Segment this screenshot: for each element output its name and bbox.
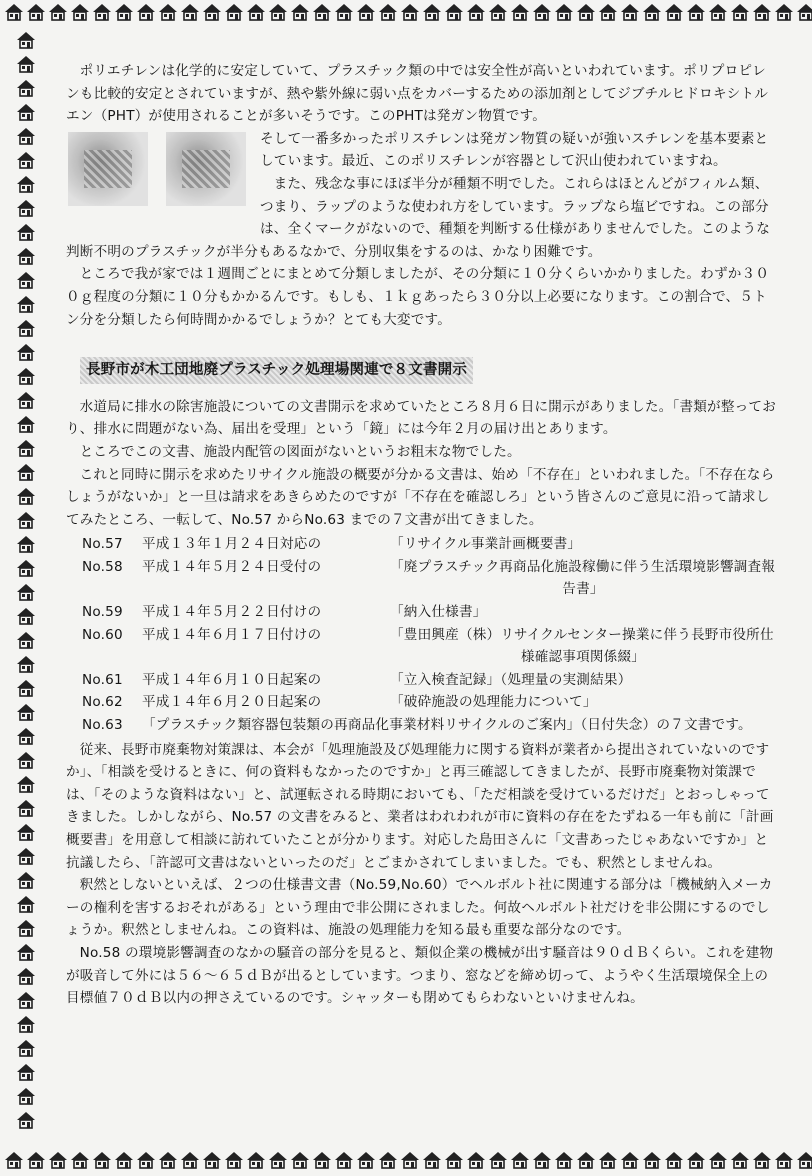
house-icon: [466, 1150, 486, 1170]
document-title-continued: 様確認事項関係綴」: [520, 649, 646, 666]
house-icon: [16, 942, 36, 962]
house-icon: [16, 294, 36, 314]
house-icon: [290, 1150, 310, 1170]
house-icon: [378, 2, 398, 22]
house-icon: [686, 2, 706, 22]
house-icon: [114, 1150, 134, 1170]
house-icon: [774, 2, 794, 22]
house-icon: [224, 1150, 244, 1170]
intro-paragraph-1-wrap: そして一番多かったポリスチレンは発ガン物質の疑いが強いスチレンを基本要素としています。最近、このポリスチレンが容器として沢山使われていますね。: [260, 130, 769, 170]
house-icon: [70, 2, 90, 22]
house-icon: [752, 1150, 772, 1170]
house-icon: [554, 2, 574, 22]
house-icon: [400, 1150, 420, 1170]
document-date: 平成１４年６月１７日付けの: [142, 626, 322, 643]
house-icon: [16, 414, 36, 434]
house-icon: [48, 2, 68, 22]
house-icon: [16, 246, 36, 266]
document-item: [66, 624, 776, 669]
house-icon: [488, 2, 508, 22]
house-icon: [16, 150, 36, 170]
house-icon: [48, 1150, 68, 1170]
house-icon: [16, 78, 36, 98]
house-icon: [16, 846, 36, 866]
intro-paragraph-3: ところで我が家では１週間ごとにまとめて分類しましたが、その分類に１０分くらいかかりました。わずか３００ｇ程度の分類に１０分もかかるんです。もしも、１ｋｇあったら３０分以上必要になります。この割合で、５トン分を分類したら何時間かかるでしょうか？とても大変です。: [66, 266, 770, 328]
document-item: [66, 601, 776, 624]
house-icon: [136, 2, 156, 22]
house-icon: [444, 2, 464, 22]
house-icon: [180, 1150, 200, 1170]
document-date: 平成１４年６月２０日起案の: [142, 694, 322, 711]
house-icon: [268, 2, 288, 22]
document-number: No.59: [82, 604, 123, 621]
house-icon: [708, 2, 728, 22]
house-icon: [422, 2, 442, 22]
house-icon: [642, 1150, 662, 1170]
house-icon: [422, 1150, 442, 1170]
document-title: 「破砕施設の処理能力について」: [390, 694, 597, 711]
house-icon: [16, 102, 36, 122]
house-icon: [16, 510, 36, 530]
house-icon: [158, 2, 178, 22]
house-icon: [16, 702, 36, 722]
house-icon: [158, 1150, 178, 1170]
house-icon: [16, 582, 36, 602]
house-icon: [16, 558, 36, 578]
house-icon: [92, 2, 112, 22]
house-icon: [16, 1086, 36, 1106]
intro-paragraph-2: また、残念な事にほぼ半分が種類不明でした。これらはほとんどがフィルム類、つまり、ラップのような使われ方をしています。ラップなら塩ビですね。この部分は、全くマークがないので、種類を判断する仕様がありませんでした。このような判断不明のプラスチックが半分もあるなかで、分別収集をするのは、かなり困難です。: [66, 175, 771, 260]
house-icon: [202, 2, 222, 22]
house-icon: [246, 1150, 266, 1170]
house-icon: [796, 2, 812, 22]
house-icon: [664, 2, 684, 22]
document-item: [66, 533, 776, 556]
section-heading: 長野市が木工団地廃プラスチック処理場関連で８文書開示: [80, 357, 473, 384]
closing-paragraph-3: No.58 の環境影響調査のなかの騒音の部分を見ると、類似企業の機械が出す騒音は９０ｄＢくらい。これを建物が吸音して外には５６〜６５ｄＢが出るとしています。つまり、窓などを締め切って、ようやく生活環境保全上の目標値７０ｄＢ以内の押さえているのです。シャッターも閉めてもらわないといけませんね。: [66, 944, 774, 1007]
decorative-border-top: [0, 2, 812, 24]
house-icon: [444, 1150, 464, 1170]
house-icon: [246, 2, 266, 22]
house-icon: [180, 2, 200, 22]
house-icon: [378, 1150, 398, 1170]
document-number: No.57: [82, 536, 123, 553]
house-icon: [16, 606, 36, 626]
section-paragraph-1: 水道局に排水の除害施設についての文書開示を求めていたところ８月６日に開示がありました。「書類が整っており、排水に問題がない為、届出を受理」という「鏡」には今年２月の届け出とあります。: [66, 398, 776, 438]
house-icon: [532, 1150, 552, 1170]
house-icon: [4, 1150, 24, 1170]
house-icon: [202, 1150, 222, 1170]
house-icon: [686, 1150, 706, 1170]
house-icon: [268, 1150, 288, 1170]
document-date: 平成１４年５月２４日受付の: [142, 558, 322, 575]
plastic-mark-photo: [68, 132, 148, 206]
house-icon: [16, 270, 36, 290]
house-icon: [730, 2, 750, 22]
house-icon: [26, 1150, 46, 1170]
house-icon: [774, 1150, 794, 1170]
document-item-63: [66, 714, 776, 737]
house-icon: [510, 2, 530, 22]
house-icon: [16, 1014, 36, 1034]
house-icon: [16, 654, 36, 674]
newsletter-content: [66, 60, 776, 1010]
intro-paragraph-1-lead: ポリエチレンは化学的に安定していて、プラスチック類の中では安全性が高いといわれています。ポリプロピレンも比較的安定とされていますが、熱や紫外線に弱い点をカバーするための添加剤としてジブチルヒドロキシトルエン（PHT）が使用されることが多いそうです。このPHTは発ガン物質です。: [66, 63, 768, 125]
document-number: No.60: [82, 626, 123, 643]
section-paragraph-3: これと同時に開示を求めたリサイクル施設の概要が分かる文書は、始め「不存在」といわれました。「不存在ならしょうがないか」と一旦は請求をあきらめたのですが「不存在を確認しろ」という皆さんのご意見に沿って請求してみたところ、一転して、No.57 からNo.63 までの７文書が出てきました。: [66, 466, 775, 528]
house-icon: [334, 1150, 354, 1170]
house-icon: [554, 1150, 574, 1170]
house-icon: [312, 1150, 332, 1170]
house-icon: [620, 2, 640, 22]
house-icon: [4, 2, 24, 22]
house-icon: [16, 630, 36, 650]
house-icon: [510, 1150, 530, 1170]
document-number: No.63: [82, 717, 123, 734]
document-number: No.61: [82, 671, 123, 688]
house-icon: [752, 2, 772, 22]
house-icon: [356, 2, 376, 22]
house-icon: [730, 1150, 750, 1170]
house-icon: [664, 1150, 684, 1170]
document-date: 平成１４年６月１０日起案の: [142, 671, 322, 688]
decorative-border-left: [16, 30, 42, 1142]
section-paragraph-2: ところでこの文書、施設内配管の図面がないというお粗末な物でした。: [79, 443, 521, 460]
house-icon: [16, 894, 36, 914]
document-number: No.62: [82, 694, 123, 711]
house-icon: [576, 1150, 596, 1170]
house-icon: [16, 534, 36, 554]
house-icon: [16, 318, 36, 338]
house-icon: [136, 1150, 156, 1170]
document-title: 「納入仕様書」: [390, 604, 487, 621]
document-item: [66, 669, 776, 692]
house-icon: [16, 966, 36, 986]
house-icon: [16, 990, 36, 1010]
house-icon: [488, 1150, 508, 1170]
document-title: 「リサイクル事業計画概要書」: [390, 536, 582, 553]
house-icon: [356, 1150, 376, 1170]
house-icon: [16, 1038, 36, 1058]
house-icon: [16, 462, 36, 482]
house-icon: [16, 366, 36, 386]
house-icon: [16, 918, 36, 938]
house-icon: [16, 126, 36, 146]
house-icon: [16, 438, 36, 458]
house-icon: [16, 222, 36, 242]
house-icon: [16, 174, 36, 194]
house-icon: [400, 2, 420, 22]
house-icon: [16, 774, 36, 794]
document-title: 「廃プラスチック再商品化施設稼働に伴う生活環境影響調査報 告書」: [390, 556, 776, 601]
product-photos: [62, 132, 250, 220]
house-icon: [16, 1062, 36, 1082]
house-icon: [16, 54, 36, 74]
house-icon: [796, 1150, 812, 1170]
house-icon: [16, 678, 36, 698]
document-number: No.58: [82, 558, 123, 575]
house-icon: [92, 1150, 112, 1170]
house-icon: [290, 2, 310, 22]
house-icon: [708, 1150, 728, 1170]
document-list: [66, 533, 776, 736]
house-icon: [16, 30, 36, 50]
house-icon: [224, 2, 244, 22]
closing-paragraph-1: 従来、長野市廃棄物対策課は、本会が「処理施設及び処理能力に関する資料が業者から提出されていないのですか」、「相談を受けるときに、何の資料もなかったのですか」と再三確認してきましたが、長野市廃棄物対策課では、「そのような資料はない」と、試運転される時期においても、「ただ相談を受けているだけだ」とおっしゃってきました。しかしながら、No.57 の文書をみると、業者はわれわれが市に資料の存在をたずねる一年も前に「計画概要書」を用意して相談に訪れていたことが分かります。対応した島田さんに「文書あったじゃあないですか」と抗議したら、「許認可文書はないといったのだ」とごまかされてしまいました。でも、釈然としませんね。: [66, 741, 774, 871]
house-icon: [26, 2, 46, 22]
document-date: 平成１４年５月２２日付けの: [142, 604, 322, 621]
house-icon: [312, 2, 332, 22]
house-icon: [334, 2, 354, 22]
house-icon: [70, 1150, 90, 1170]
document-title: 「プラスチック類容器包装類の再商品化事業材料リサイクルのご案内」（日付失念）の７文書です。: [142, 717, 752, 734]
house-icon: [16, 1110, 36, 1130]
document-title: 「豊田興産（株）リサイクルセンター操業に伴う長野市役所仕 様確認事項関係綴」: [390, 624, 776, 669]
house-icon: [114, 2, 134, 22]
document-title: 「立入検査記録」（処理量の実測結果）: [390, 671, 632, 688]
house-icon: [16, 390, 36, 410]
house-icon: [16, 726, 36, 746]
document-item: [66, 691, 776, 714]
house-icon: [466, 2, 486, 22]
plastic-mark-photo: [166, 132, 246, 206]
document-item: [66, 556, 776, 601]
document-date: 平成１３年１月２４日対応の: [142, 536, 322, 553]
house-icon: [16, 198, 36, 218]
house-icon: [16, 870, 36, 890]
house-icon: [598, 1150, 618, 1170]
house-icon: [532, 2, 552, 22]
decorative-border-bottom: [0, 1150, 812, 1172]
house-icon: [642, 2, 662, 22]
house-icon: [598, 2, 618, 22]
house-icon: [16, 798, 36, 818]
document-title-continued: 告書」: [562, 581, 604, 598]
closing-paragraph-2: 釈然としないといえば、２つの仕様書文書（No.59,No.60）でヘルボルト社に関連する部分は「機械納入メーカーの権利を害するおそれがある」という理由で非公開にされました。何故ヘルボルト社だけを非公開にするのでしょうか。釈然としませんね。この資料は、施設の処理能力を知る最も重要な部分なのです。: [66, 877, 773, 939]
house-icon: [576, 2, 596, 22]
house-icon: [16, 486, 36, 506]
house-icon: [620, 1150, 640, 1170]
house-icon: [16, 750, 36, 770]
house-icon: [16, 342, 36, 362]
house-icon: [16, 822, 36, 842]
